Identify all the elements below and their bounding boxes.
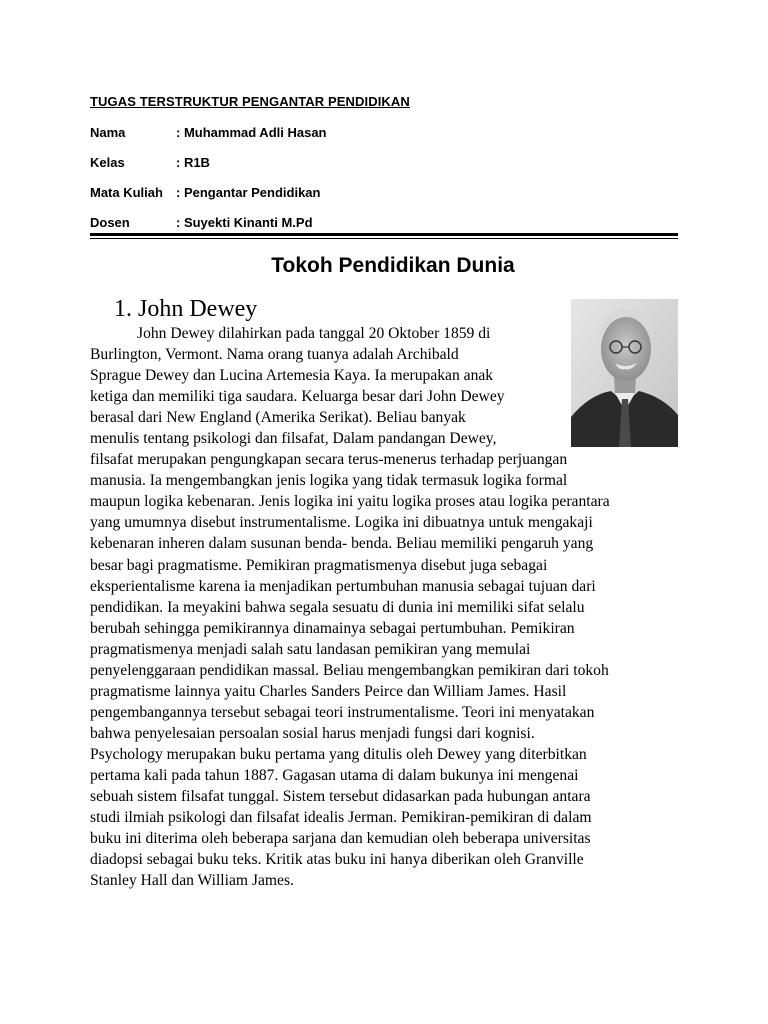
header-divider-thick [90,233,678,236]
paragraph-line: pengembangannya tersebut sebagai teori instrumentalisme. Teori ini menyatakan [90,703,595,721]
paragraph-line: John Dewey dilahirkan pada tanggal 20 Oktober 1859 di [137,325,491,342]
paragraph-line: berasal dari New England (Amerika Serikat). Beliau banyak [90,409,466,427]
paragraph-line: Psychology merupakan buku pertama yang ditulis oleh Dewey yang diterbitkan [90,745,587,763]
paragraph-line: Burlington, Vermont. Nama orang tuanya adalah Archibald [90,346,459,364]
paragraph-line: Sprague Dewey dan Lucina Artemesia Kaya. Ia merupakan anak [90,367,494,385]
paragraph-line: bahwa penyelesaian persoalan sosial harus menjadi fungsi dari kognisi. [90,724,535,742]
paragraph-line: diadopsi sebagai buku teks. Kritik atas buku ini hanya diberikan oleh Granville [90,851,584,869]
paragraph-line: kebenaran inheren dalam susunan benda- benda. Beliau memiliki pengaruh yang [90,535,594,553]
paragraph-line: penyelenggaraan pendidikan massal. Beliau mengembangkan pemikiran dari tokoh [90,661,609,679]
paragraph-line: sebuah sistem filsafat tunggal. Sistem tersebut didasarkan pada hubungan antara [90,788,591,806]
info-label: Mata Kuliah [90,185,163,200]
paragraph-line: eksperientalisme karena ia menjadikan pertumbuhan manusia sebagai tujuan dari [90,577,596,595]
paragraph-line: ketiga dan memiliki tiga saudara. Keluarga besar dari John Dewey [90,388,505,406]
info-value: : R1B [176,155,210,170]
section-heading: 1. John Dewey [114,296,258,322]
paragraph-line: studi ilmiah psikologi dan filsafat idealis Jerman. Pemikiran-pemikiran di dalam [90,809,592,827]
info-label: Dosen [90,215,130,230]
paragraph-line: filsafat merupakan pengungkapan secara terus-menerus terhadap perjuangan [90,451,568,469]
paragraph-line: menulis tentang psikologi dan filsafat, Dalam pandangan Dewey, [90,430,497,448]
biography-paragraph [90,323,690,891]
paragraph-line: maupun logika kebenaran. Jenis logika ini yaitu logika proses atau logika perantara [90,493,610,511]
paragraph-line: buku ini diterima oleh beberapa sarjana dan kemudian oleh beberapa universitas [90,830,591,848]
page-title: Tokoh Pendidikan Dunia [271,254,515,277]
assignment-title: TUGAS TERSTRUKTUR PENGANTAR PENDIDIKAN [90,94,410,109]
paragraph-line: pragmatisme lainnya yaitu Charles Sanders Peirce dan William James. Hasil [90,682,567,700]
info-label: Nama [90,125,126,140]
paragraph-line: pendidikan. Ia meyakini bahwa segala sesuatu di dunia ini memiliki sifat selalu [90,598,585,616]
info-label: Kelas [90,155,125,170]
paragraph-line: pragmatismenya menjadi salah satu landasan pemikiran yang memulai [90,640,531,658]
paragraph-line: manusia. Ia mengembangkan jenis logika yang tidak termasuk logika formal [90,472,568,490]
paragraph-line: yang umumnya disebut instrumentalisme. Logika ini dibuatnya untuk mengakaji [90,514,593,532]
info-value: : Suyekti Kinanti M.Pd [176,215,313,230]
paragraph-line: besar bagi pragmatisme. Pemikiran pragmatismenya disebut juga sebagai [90,556,548,574]
paragraph-line: berubah sehingga pemikirannya dinamainya sebagai pertumbuhan. Pemikiran [90,619,575,637]
paragraph-line: Stanley Hall dan William James. [90,872,294,890]
info-value: : Muhammad Adli Hasan [176,125,327,140]
header-divider-thin [90,238,678,239]
paragraph-line: pertama kali pada tahun 1887. Gagasan utama di dalam bukunya ini mengenai [90,766,579,784]
info-value: : Pengantar Pendidikan [176,185,321,200]
